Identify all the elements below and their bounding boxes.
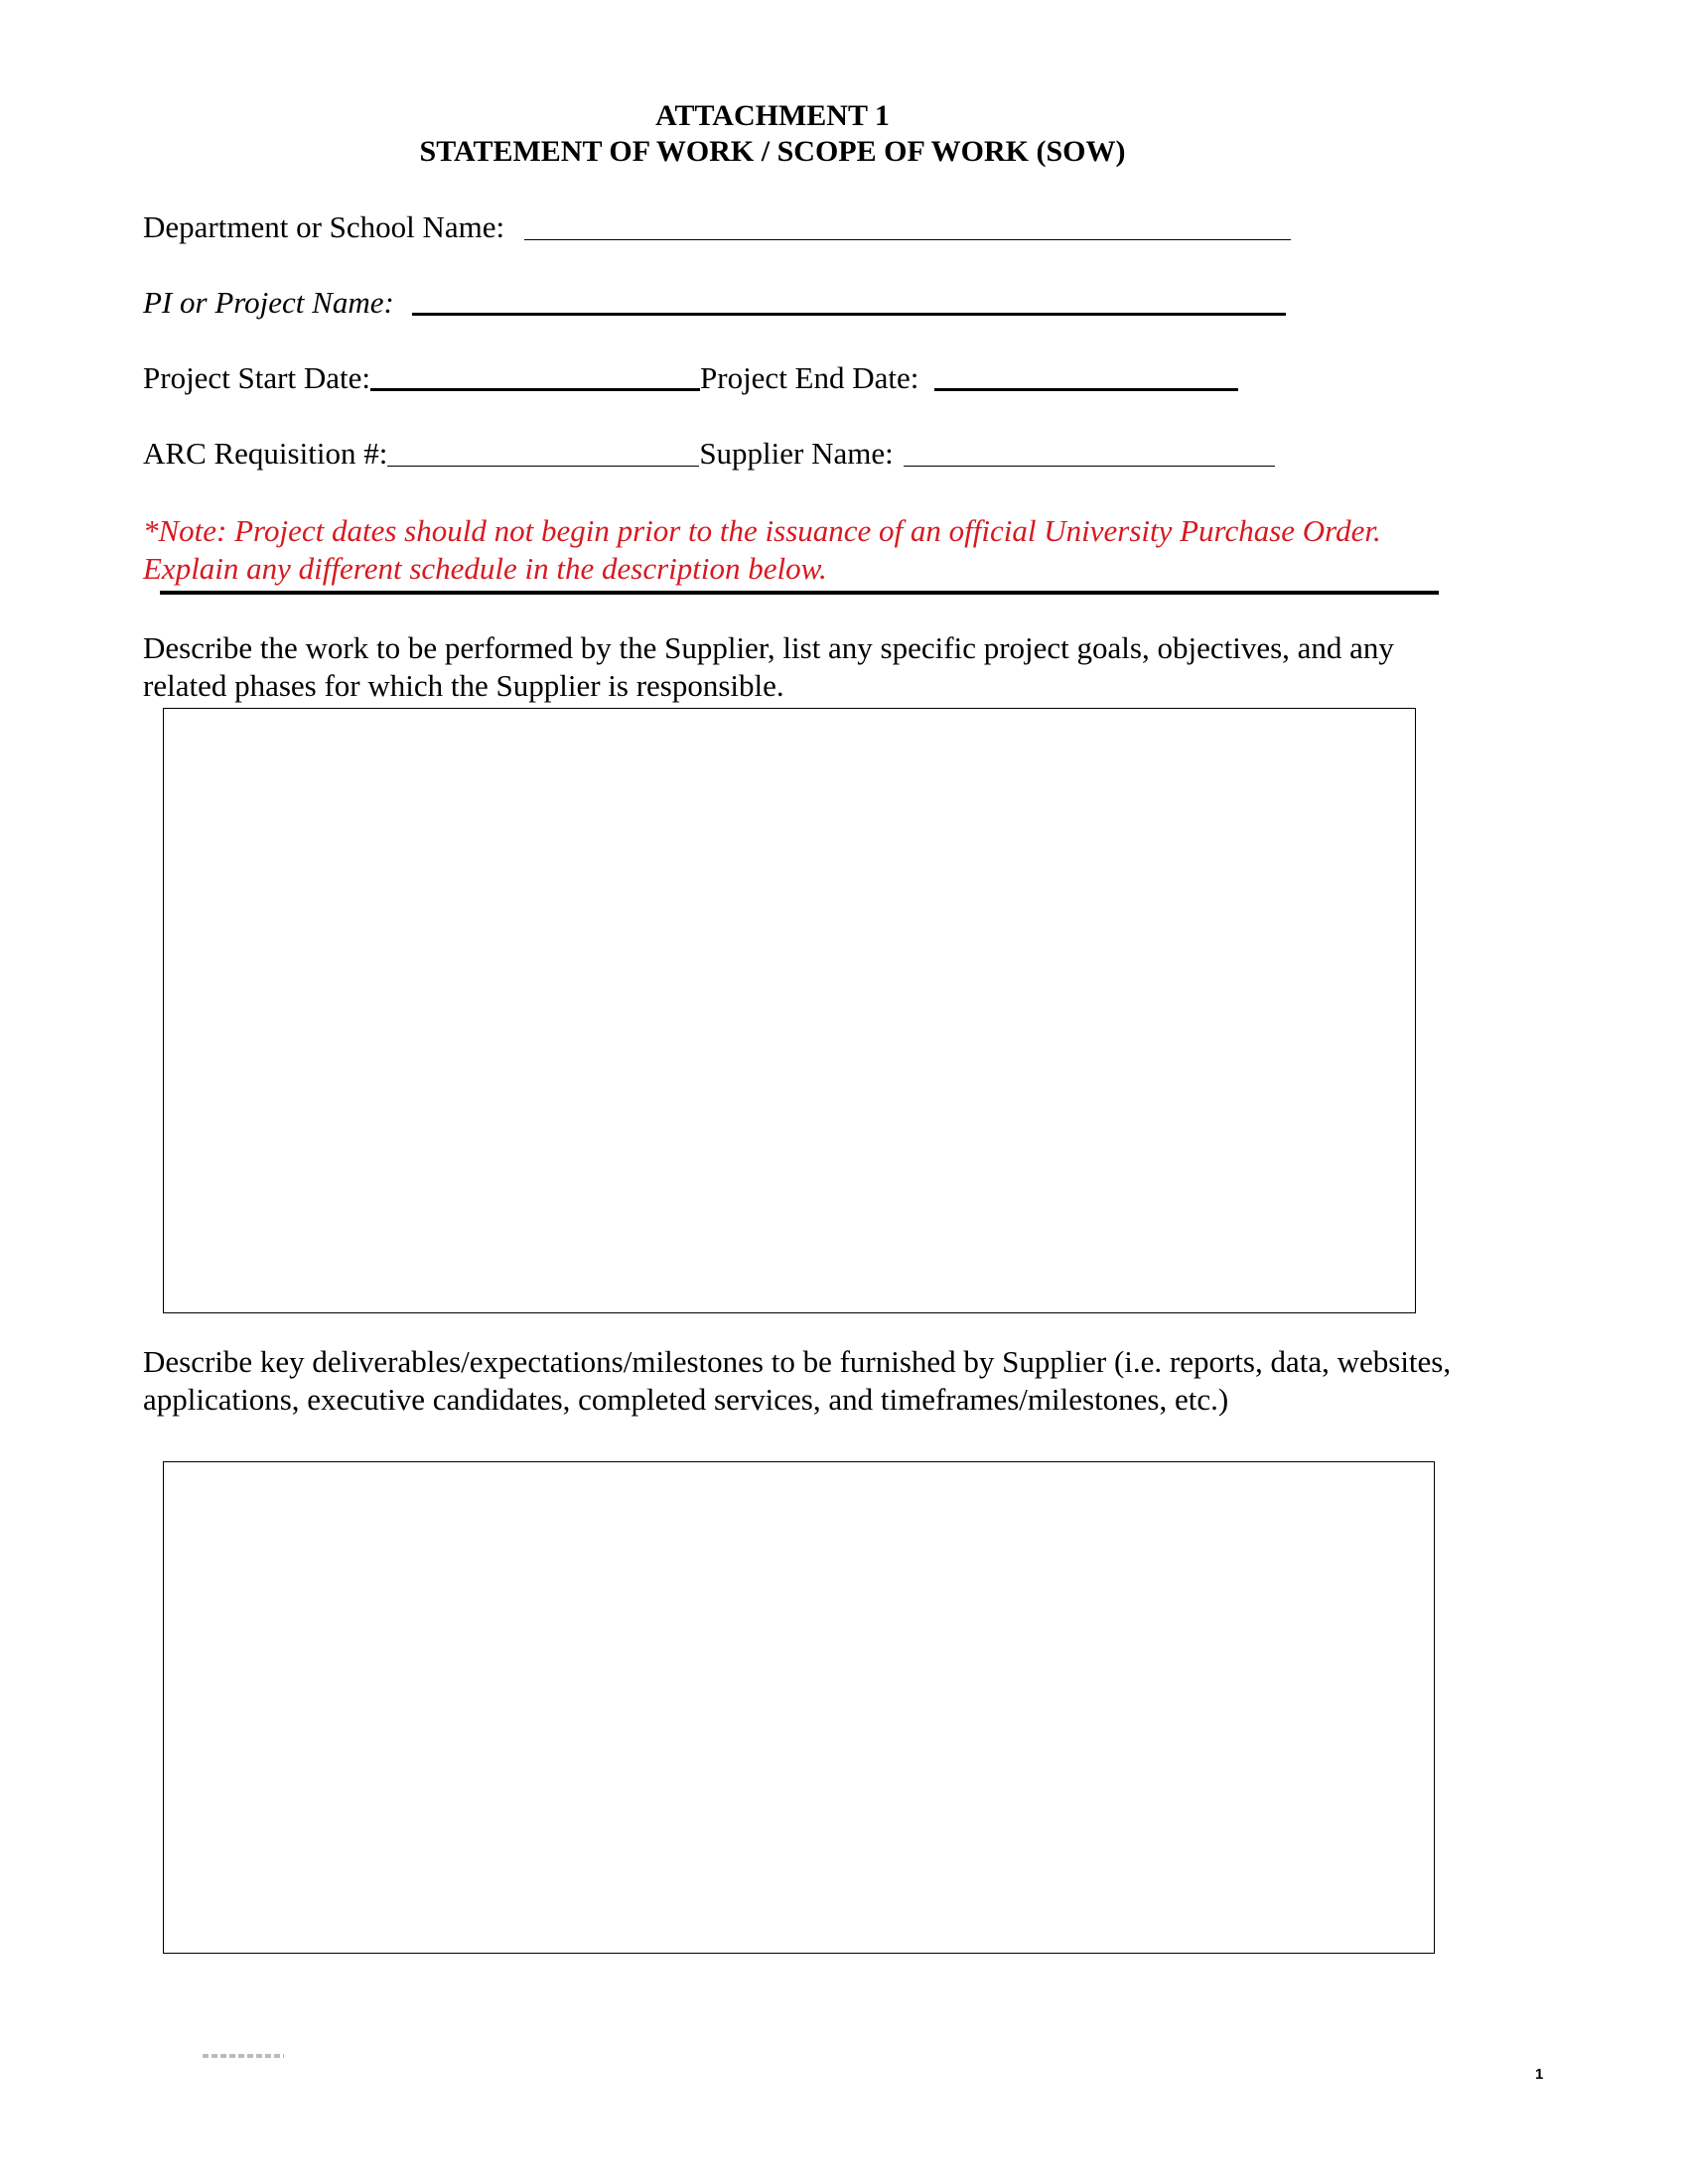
section-divider <box>160 591 1439 595</box>
pi-field[interactable] <box>412 313 1286 316</box>
requisition-row <box>143 435 1275 473</box>
dates-row <box>143 359 1238 397</box>
department-label: Department or School Name: <box>143 209 505 244</box>
work-description-prompt: Describe the work to be performed by the Supplier, list any specific project goals, objectives, and any related phases for which the Supplier is responsible. <box>143 630 1394 703</box>
attachment-heading: ATTACHMENT 1 <box>655 99 890 132</box>
pi-row <box>143 284 1286 322</box>
document-title: STATEMENT OF WORK / SCOPE OF WORK (SOW) <box>419 135 1126 168</box>
requisition-label: ARC Requisition #: <box>143 436 388 471</box>
supplier-field[interactable] <box>904 466 1275 467</box>
schedule-note: *Note: Project dates should not begin prior to the issuance of an official University Purchase Order. Explain any different schedule in the description below. <box>143 513 1381 586</box>
deliverables-prompt: Describe key deliverables/expectations/milestones to be furnished by Supplier (i.e. reports, data, websites, applications, executive candidates, completed services, and timeframes/milestones, etc.) <box>143 1344 1452 1417</box>
department-row <box>143 208 1291 246</box>
page-number: 1 <box>1535 2066 1544 2083</box>
requisition-field[interactable] <box>387 466 699 467</box>
start-date-label: Project Start Date: <box>143 360 370 395</box>
department-field[interactable] <box>524 239 1291 240</box>
supplier-label: Supplier Name: <box>699 436 894 471</box>
start-date-field[interactable] <box>370 388 700 391</box>
deliverables-textbox[interactable] <box>163 1461 1435 1954</box>
footer-faint-mark <box>203 2054 284 2058</box>
end-date-field[interactable] <box>934 388 1238 391</box>
work-description-textbox[interactable] <box>163 708 1416 1313</box>
end-date-label: Project End Date: <box>700 360 919 395</box>
pi-label: PI or Project Name: <box>143 285 394 320</box>
